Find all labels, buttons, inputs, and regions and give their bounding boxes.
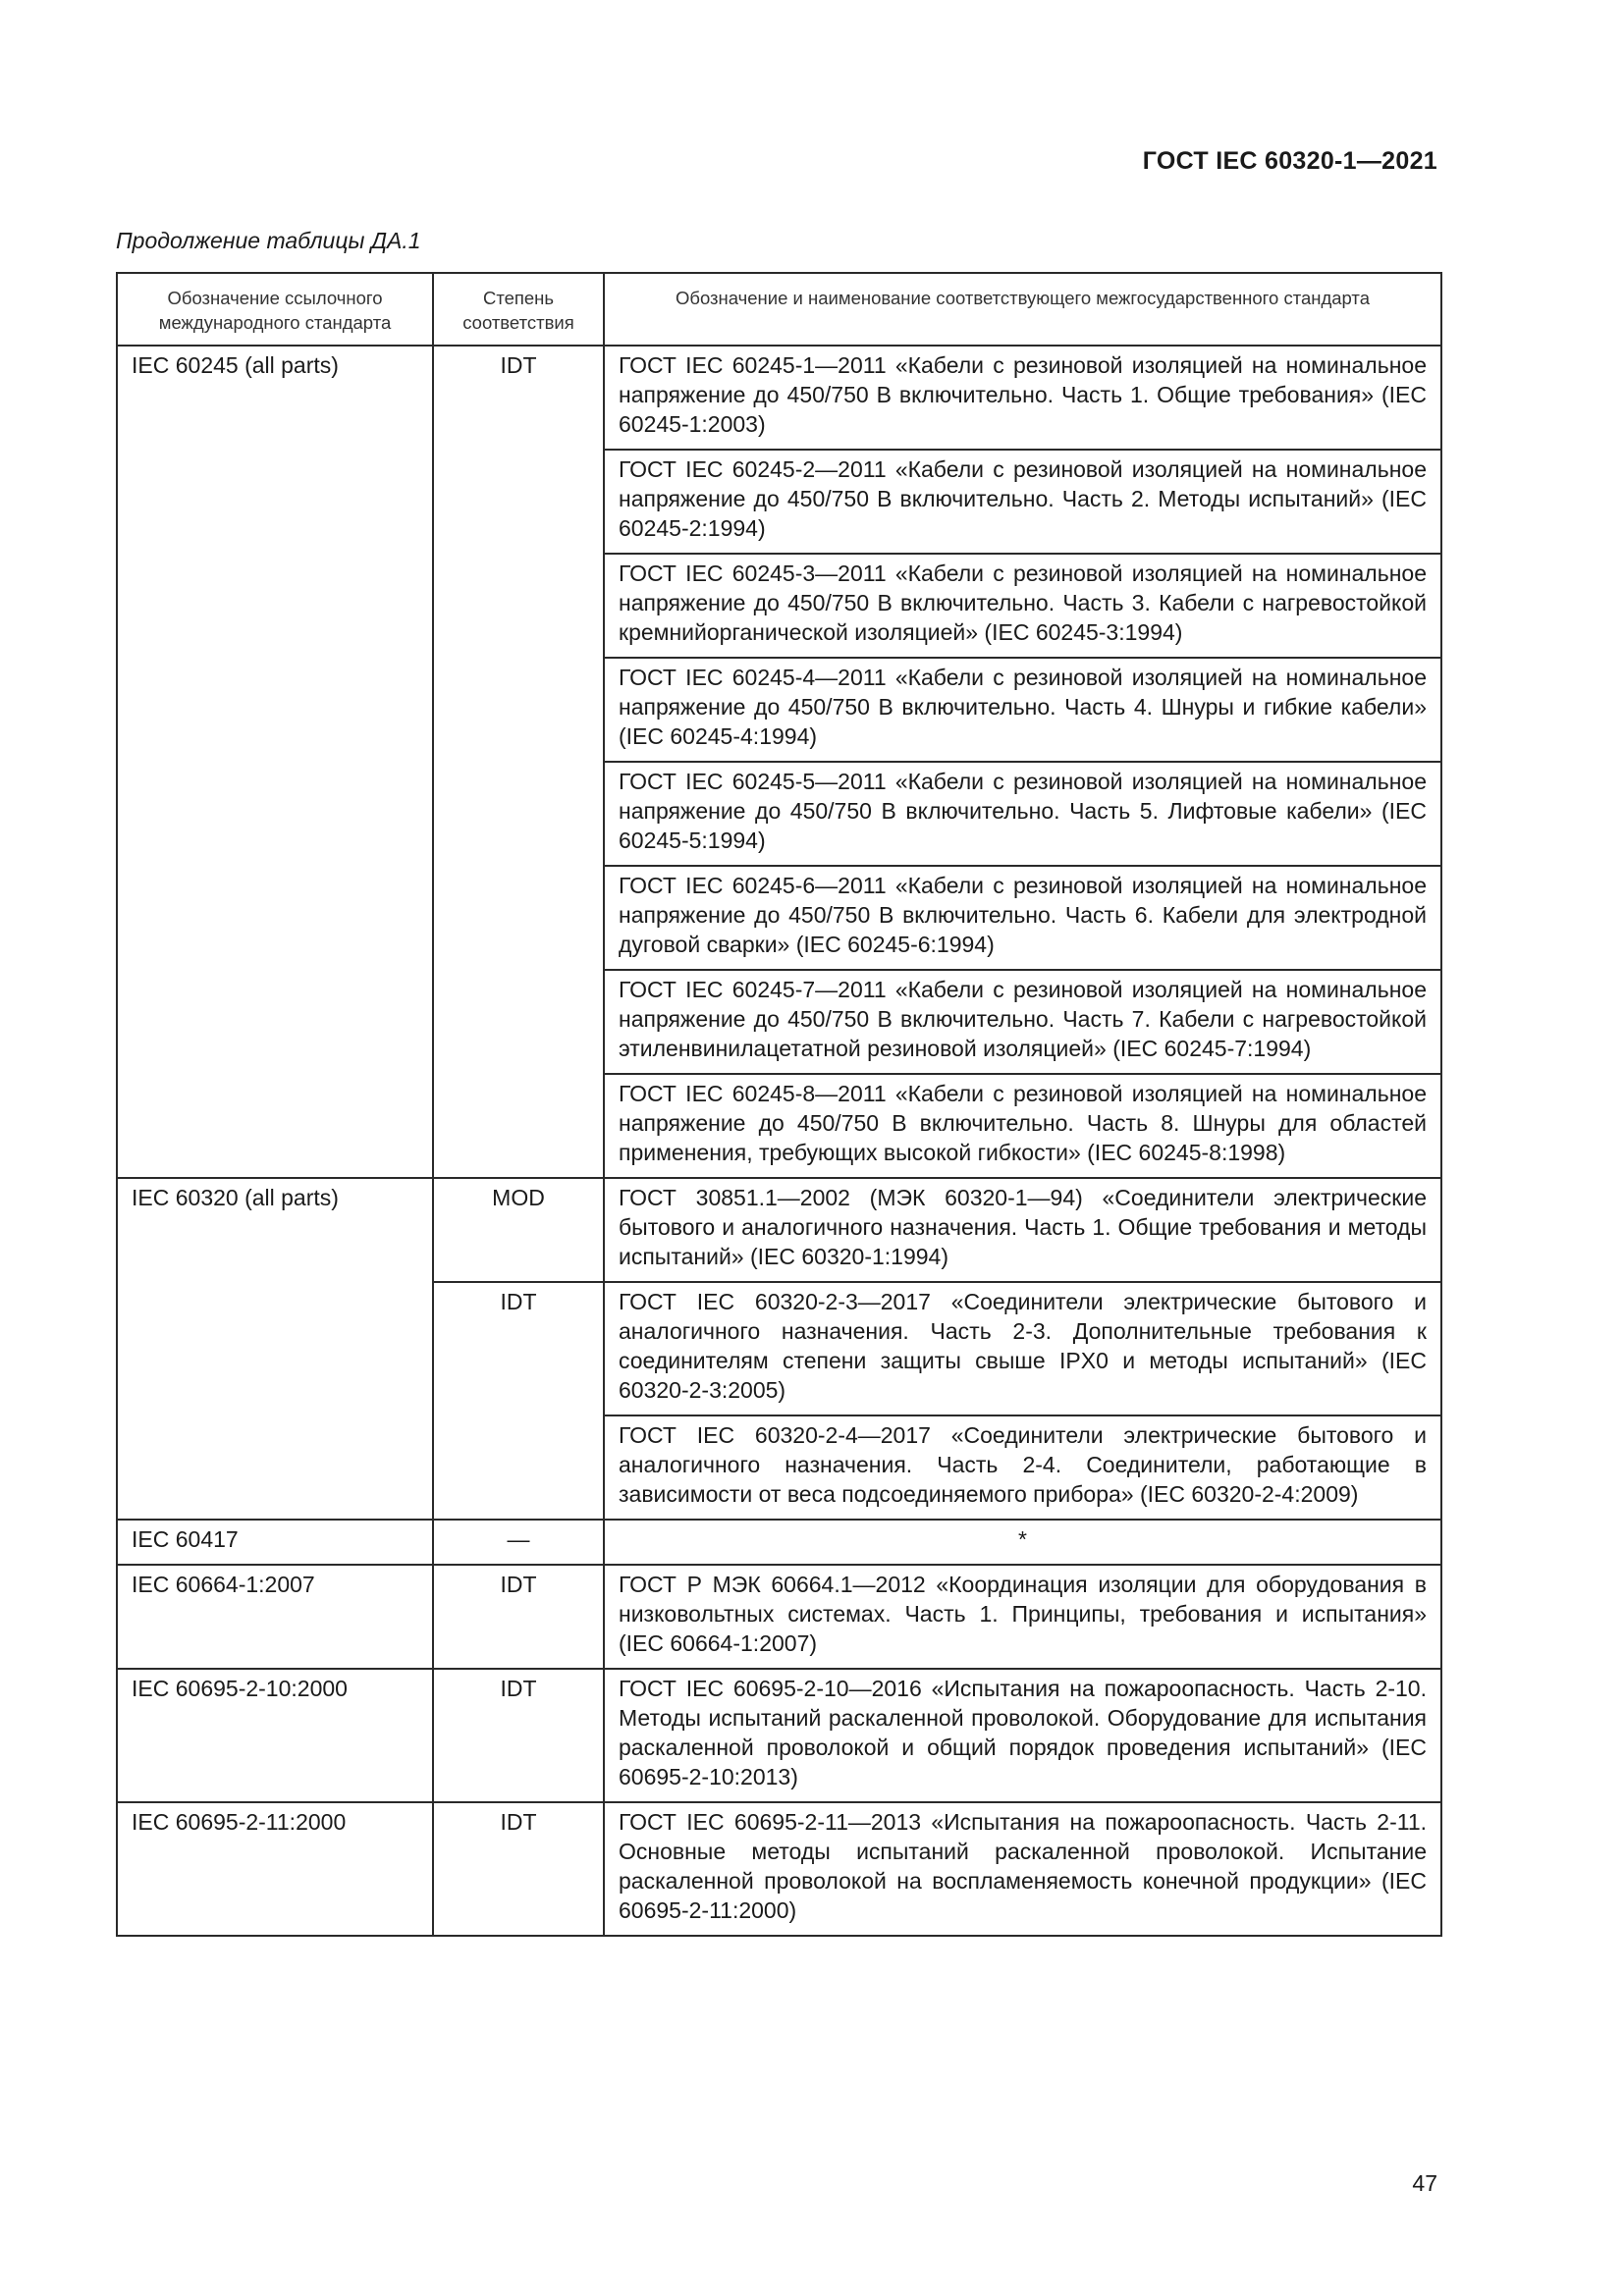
table-row	[117, 1178, 1441, 1282]
interstate-standard-cell: ГОСТ IEC 60695-2-10—2016 «Испытания на пожароопасность. Часть 2-10. Методы испытаний раскаленной проволокой. Оборудование для испытания раскаленной проволокой и общий порядок проведения испытаний» (IEC 60695-2-10:2013)	[604, 1669, 1441, 1802]
reference-standard-cell: IEC 60245 (all parts)	[117, 346, 433, 1178]
reference-standard-cell: IEC 60695-2-11:2000	[117, 1802, 433, 1936]
interstate-standard-cell: ГОСТ IEC 60320-2-4—2017 «Соединители электрические бытового и аналогичного назначения. Часть 2-4. Соединители, работающие в зависимости от веса подсоединяемого прибора» (IEC 60320-2-4:2009)	[604, 1415, 1441, 1520]
table-row	[117, 346, 1441, 450]
standards-correspondence-table	[116, 272, 1442, 1937]
degree-cell: IDT	[433, 1565, 604, 1669]
column-header-gost: Обозначение и наименование соответствующего межгосударственного стандарта	[604, 273, 1441, 346]
degree-cell: IDT	[433, 1802, 604, 1936]
table-body	[117, 346, 1441, 1936]
table-row	[117, 1802, 1441, 1936]
interstate-standard-cell: ГОСТ IEC 60245-6—2011 «Кабели с резиновой изоляцией на номинальное напряжение до 450/750 В включительно. Часть 6. Кабели для электродной дуговой сварки» (IEC 60245-6:1994)	[604, 866, 1441, 970]
interstate-standard-cell: *	[604, 1520, 1441, 1565]
interstate-standard-cell: ГОСТ IEC 60245-7—2011 «Кабели с резиновой изоляцией на номинальное напряжение до 450/750 В включительно. Часть 7. Кабели с нагревостойкой этиленвинилацетатной резиновой изоляцией» (IEC 60245-7:1994)	[604, 970, 1441, 1074]
degree-cell: —	[433, 1520, 604, 1565]
interstate-standard-cell: ГОСТ IEC 60245-5—2011 «Кабели с резиновой изоляцией на номинальное напряжение до 450/750 В включительно. Часть 5. Лифтовые кабели» (IEC 60245-5:1994)	[604, 762, 1441, 866]
page-number: 47	[1412, 2170, 1437, 2196]
interstate-standard-cell: ГОСТ Р МЭК 60664.1—2012 «Координация изоляции для оборудования в низковольтных системах. Часть 1. Принципы, требования и испытания» (IEC 60664-1:2007)	[604, 1565, 1441, 1669]
interstate-standard-cell: ГОСТ IEC 60245-3—2011 «Кабели с резиновой изоляцией на номинальное напряжение до 450/750 В включительно. Часть 3. Кабели с нагревостойкой кремнийорганической изоляцией» (IEC 60245-3:1994)	[604, 554, 1441, 658]
reference-standard-cell: IEC 60320 (all parts)	[117, 1178, 433, 1520]
reference-standard-cell: IEC 60417	[117, 1520, 433, 1565]
column-header-degree: Степень соответствия	[433, 273, 604, 346]
degree-cell: IDT	[433, 1282, 604, 1520]
interstate-standard-cell: ГОСТ IEC 60320-2-3—2017 «Соединители электрические бытового и аналогичного назначения. Часть 2-3. Дополнительные требования к соединителям степени защиты свыше IPX0 и методы испытаний» (IEC 60320-2-3:2005)	[604, 1282, 1441, 1415]
column-header-reference: Обозначение ссылочного международного стандарта	[117, 273, 433, 346]
degree-cell: MOD	[433, 1178, 604, 1282]
interstate-standard-cell: ГОСТ IEC 60245-4—2011 «Кабели с резиновой изоляцией на номинальное напряжение до 450/750 В включительно. Часть 4. Шнуры и гибкие кабели» (IEC 60245-4:1994)	[604, 658, 1441, 762]
degree-cell: IDT	[433, 346, 604, 1178]
interstate-standard-cell: ГОСТ IEC 60245-2—2011 «Кабели с резиновой изоляцией на номинальное напряжение до 450/750 В включительно. Часть 2. Методы испытаний» (IEC 60245-2:1994)	[604, 450, 1441, 554]
table-row	[117, 1520, 1441, 1565]
interstate-standard-cell: ГОСТ IEC 60245-1—2011 «Кабели с резиновой изоляцией на номинальное напряжение до 450/750 В включительно. Часть 1. Общие требования» (IEC 60245-1:2003)	[604, 346, 1441, 450]
table-row	[117, 1565, 1441, 1669]
table-row	[117, 1669, 1441, 1802]
interstate-standard-cell: ГОСТ IEC 60695-2-11—2013 «Испытания на пожароопасность. Часть 2-11. Основные методы испытаний раскаленной проволокой. Испытание раскаленной проволокой на воспламеняемость конечной продукции» (IEC 60695-2-11:2000)	[604, 1802, 1441, 1936]
interstate-standard-cell: ГОСТ IEC 60245-8—2011 «Кабели с резиновой изоляцией на номинальное напряжение до 450/750 В включительно. Часть 8. Шнуры для областей применения, требующих высокой гибкости» (IEC 60245-8:1998)	[604, 1074, 1441, 1178]
interstate-standard-cell: ГОСТ 30851.1—2002 (МЭК 60320-1—94) «Соединители электрические бытового и аналогичного назначения. Часть 1. Общие требования и методы испытаний» (IEC 60320-1:1994)	[604, 1178, 1441, 1282]
table-header	[117, 273, 1441, 346]
reference-standard-cell: IEC 60664-1:2007	[117, 1565, 433, 1669]
degree-cell: IDT	[433, 1669, 604, 1802]
reference-standard-cell: IEC 60695-2-10:2000	[117, 1669, 433, 1802]
document-code: ГОСТ IEC 60320-1—2021	[1142, 147, 1437, 175]
table-caption: Продолжение таблицы ДА.1	[116, 228, 421, 253]
